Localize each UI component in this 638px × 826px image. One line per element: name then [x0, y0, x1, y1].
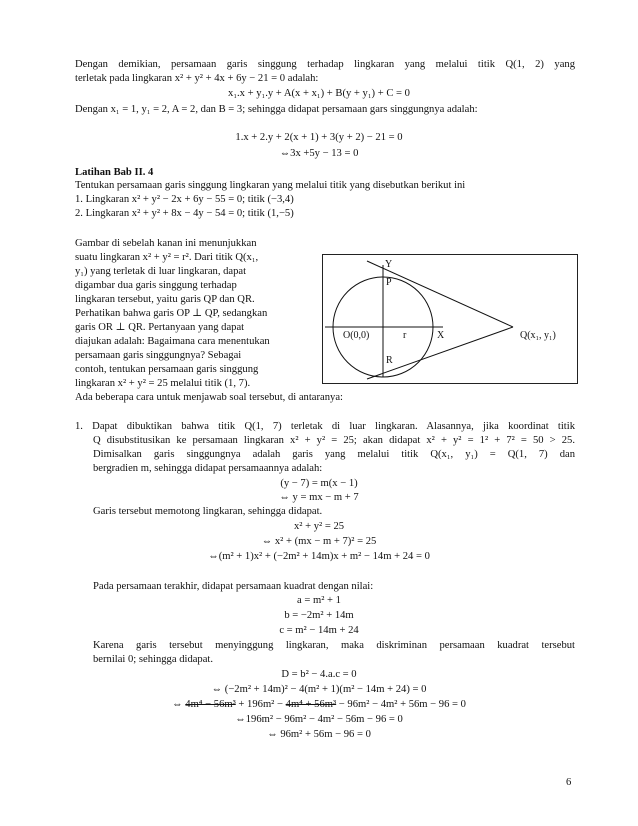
label-origin: O(0,0) — [343, 330, 370, 341]
equation-k-prefix: ⇔ — [172, 699, 186, 710]
exercise-item-2: 2. Lingkaran x² + y² + 8x − 4y − 54 = 0; titik (1,−5) — [75, 208, 294, 219]
solution-line: bernilai 0; sehingga didapat. — [93, 654, 214, 665]
equation-a: (y − 7) = m(x − 1) — [280, 478, 358, 489]
side-text-line: garis OR ⊥ QR. Pertanyaan yang dapat — [75, 322, 245, 333]
equation-2: ⇔3x +5y − 13 = 0 — [279, 148, 359, 159]
exercise-title: Latihan Bab II. 4 — [75, 167, 154, 178]
equation-l: ⇔196m² − 96m² − 4m² − 56m − 96 = 0 — [235, 714, 403, 725]
label-r: R — [386, 355, 393, 366]
equation-f: a = m² + 1 — [297, 595, 341, 606]
label-q: Q(x₁, y₁) — [520, 330, 556, 341]
tangent-line-qp — [367, 261, 513, 327]
side-text-line: Gambar di sebelah kanan ini menunjukkan — [75, 238, 257, 249]
side-text-line: y₁) yang terletak di luar lingkaran, dapat — [75, 266, 247, 277]
equation-k-middle: + 196m² − — [235, 699, 286, 710]
tangent-formula: x₁.x + y₁.y + A(x + x₁) + B(y + y₁) + C = 0 — [228, 88, 410, 99]
label-p: P — [386, 277, 392, 288]
solution-line: Pada persamaan terakhir, didapat persamaan kuadrat dengan nilai: — [93, 581, 374, 592]
label-y: Y — [385, 259, 393, 270]
equation-k-suffix: − 96m² − 4m² + 56m − 96 = 0 — [336, 699, 466, 710]
side-text-line: suatu lingkaran x² + y² = r². Dari titik Q(x₁, — [75, 252, 259, 263]
equation-k — [0, 698, 638, 711]
equation-i: D = b² − 4.a.c = 0 — [281, 669, 357, 680]
solution-line: Karena garis tersebut menyinggung lingkaran, maka diskriminan persamaan kuadrat tersebut — [93, 640, 575, 651]
intro-line-2: terletak pada lingkaran x² + y² + 4x + 6y − 21 = 0 adalah: — [75, 73, 319, 84]
solution-line: Q disubstitusikan ke persamaan lingkaran x² + y² = 25; akan didapat x² + y² = 1² + 7² = 50 > 25. — [93, 435, 575, 446]
side-text-line: contoh, tentukan persamaan garis singgung — [75, 364, 259, 375]
equation-e: ⇔(m² + 1)x² + (−2m² + 14m)x + m² − 14m + 24 = 0 — [208, 551, 430, 562]
side-text-line: lingkaran tersebut, yaitu garis QP dan QR. — [75, 294, 255, 305]
side-text-line: digambar dua garis singgung terhadap — [75, 280, 237, 291]
equation-1: 1.x + 2.y + 2(x + 1) + 3(y + 2) − 21 = 0 — [235, 132, 403, 143]
label-radius: r — [403, 330, 407, 341]
ways-intro: Ada beberapa cara untuk menjawab soal tersebut, di antaranya: — [75, 392, 343, 403]
label-x: X — [437, 330, 445, 341]
exercise-prompt: Tentukan persamaan garis singgung lingkaran yang melalui titik yang disebutkan berikut ini — [75, 180, 466, 191]
solution-line: Garis tersebut memotong lingkaran, sehingga didapat. — [93, 506, 323, 517]
tangent-figure — [322, 254, 578, 384]
solution-line: Dimisalkan garis singgungnya adalah garis yang melalui titik Q(x₁, y₁) = Q(1, 7) dan — [93, 449, 575, 460]
page-number: 6 — [566, 777, 572, 788]
equation-d: ⇔ x² + (mx − m + 7)² = 25 — [261, 536, 377, 547]
equation-h: c = m² − 14m + 24 — [279, 625, 359, 636]
equation-k-struck-2: 4m⁴ + 56m³ — [285, 699, 337, 710]
side-text-line: persamaan garis singgungnya? Sebagai — [75, 350, 242, 361]
side-text-line: Perhatikan bahwa garis OP ⊥ QP, sedangkan — [75, 308, 268, 319]
equation-b: ⇔ y = mx − m + 7 — [279, 492, 359, 503]
equation-k-struck-1: 4m⁴ − 56m³ — [185, 699, 236, 710]
equation-c: x² + y² = 25 — [293, 521, 345, 532]
side-text-line: lingkaran x² + y² = 25 melalui titik (1, 7). — [75, 378, 251, 389]
equation-g: b = −2m² + 14m — [284, 610, 354, 621]
equation-j: ⇔ (−2m² + 14m)² − 4(m² + 1)(m² − 14m + 24) = 0 — [211, 684, 427, 695]
tangent-diagram — [323, 255, 577, 383]
exercise-item-1: 1. Lingkaran x² + y² − 2x + 6y − 55 = 0; titik (−3,4) — [75, 194, 294, 205]
side-text-line: diajukan adalah: Bagaimana cara menentukan — [75, 336, 270, 347]
intro-line-3: Dengan x₁ = 1, y₁ = 2, A = 2, dan B = 3; sehingga didapat persamaan gars singgungnya adalah: — [75, 104, 478, 115]
equation-m: ⇔ 96m² + 56m − 96 = 0 — [267, 729, 371, 740]
solution-line: bergradien m, sehingga didapat persamaannya adalah: — [93, 463, 323, 474]
solution-line: 1. Dapat dibuktikan bahwa titik Q(1, 7) terletak di luar lingkaran. Alasannya, jika koordinat titik — [75, 421, 575, 432]
intro-line-1: Dengan demikian, persamaan garis singgung terhadap lingkaran yang melalui titik Q(1, 2) yang — [75, 59, 575, 70]
